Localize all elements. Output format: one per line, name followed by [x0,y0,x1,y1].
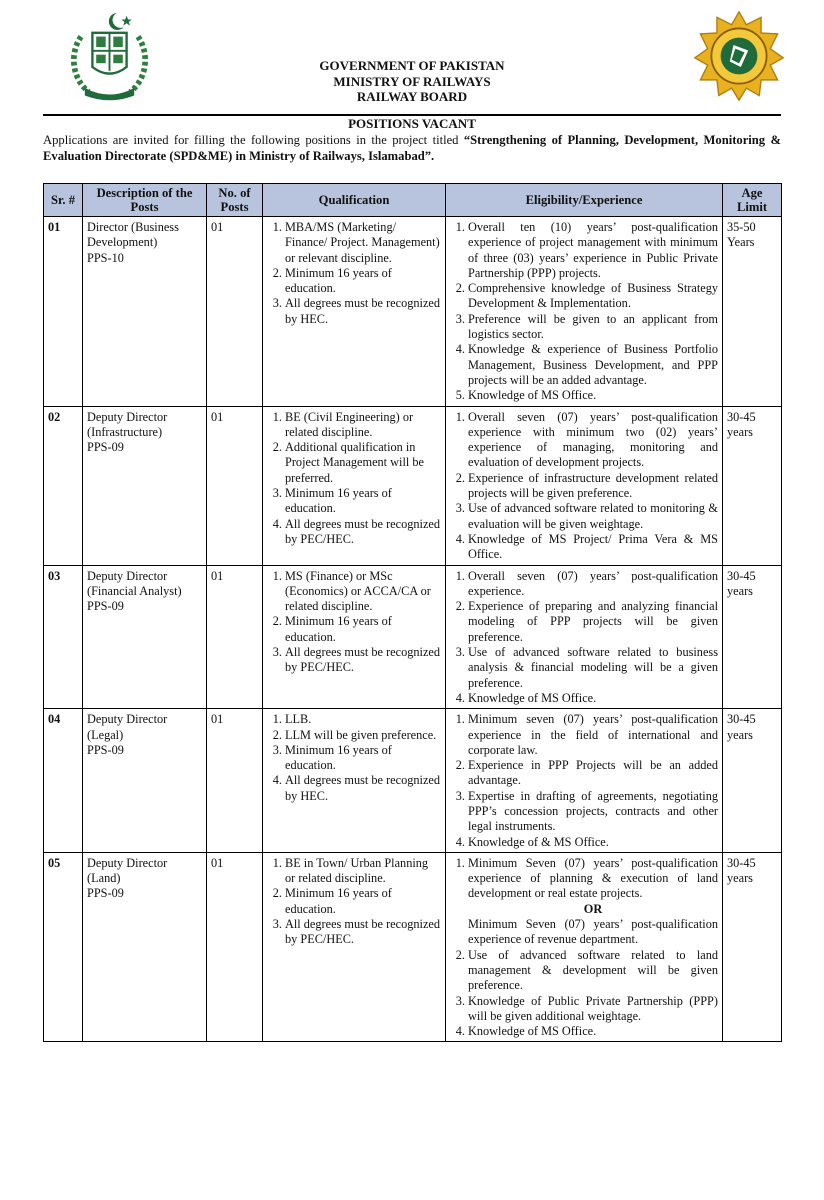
qualification-cell [263,565,446,709]
table-row [44,217,782,407]
qualification-item: 3. All degrees must be recognized by PEC/HEC. [285,917,441,948]
age-cell: 30-45 years [723,565,782,709]
post-title: Director (Business Development) [87,220,179,250]
table-row [44,709,782,853]
eligibility-cell [446,709,723,853]
column-header-description: Description of the Posts [83,184,207,217]
header-board: RAILWAY BOARD [356,89,468,104]
qualification-item: 1. MS (Finance) or MSc (Economics) or ACCA/CA or related discipline. [285,569,441,615]
eligibility-or-separator: OR [583,901,603,916]
eligibility-item: 1. Overall ten (10) years’ post-qualification experience of project management with minimum of three (03) years’ experience in Public Private Partnership (PPP) projects. [468,220,718,281]
qualification-item: 2. Minimum 16 years of education. [285,266,441,297]
table-row [44,406,782,565]
qualification-item: 3. All degrees must be recognized by PEC/HEC. [285,645,441,676]
qualification-cell [263,217,446,407]
eligibility-item: 3. Preference will be given to an applicant from logistics sector. [468,312,718,343]
eligibility-item: 2. Comprehensive knowledge of Business Strategy Development & Implementation. [468,281,718,312]
intro-text: Applications are invited for filling the following positions in the project titled [43,133,464,147]
eligibility-item: 3. Expertise in drafting of agreements, negotiating PPP’s concession projects, contracts and other legal instruments. [468,789,718,835]
sr-cell: 01 [44,217,83,407]
sr-cell: 03 [44,565,83,709]
table-row [44,565,782,709]
qualification-cell [263,406,446,565]
eligibility-item: 3. Use of advanced software related to business analysis & financial modeling will be a given preference. [468,645,718,691]
eligibility-item: 4. Knowledge of MS Office. [468,1024,718,1039]
description-cell [83,406,207,565]
sr-cell: 05 [44,852,83,1042]
description-cell [83,565,207,709]
qualification-item: 3. Minimum 16 years of education. [285,743,441,774]
post-title: Deputy Director (Legal) [87,712,168,742]
qualification-item: 4. All degrees must be recognized by HEC. [285,773,441,804]
eligibility-cell [446,852,723,1042]
column-header-qualification: Qualification [263,184,446,217]
qualification-item: 3. All degrees must be recognized by HEC. [285,296,441,327]
government-emblem-icon [62,10,157,105]
description-cell [83,852,207,1042]
post-scale: PPS-10 [87,250,124,265]
posts-cell: 01 [207,406,263,565]
page-title: POSITIONS VACANT [348,116,476,131]
column-header-sr: Sr. # [44,184,83,217]
post-scale: PPS-09 [87,742,124,757]
posts-cell: 01 [207,565,263,709]
description-cell [83,217,207,407]
eligibility-option-a: 1. Minimum Seven (07) years’ post-qualification experience of planning & execution of land development or real estate projects. [468,855,718,901]
table-row [44,852,782,1042]
qualification-item: 1. BE (Civil Engineering) or related discipline. [285,410,441,441]
table-header-row [44,184,782,217]
eligibility-item: 4. Knowledge of MS Project/ Prima Vera & MS Office. [468,532,718,563]
qualification-item: 3. Minimum 16 years of education. [285,486,441,517]
age-cell: 30-45 years [723,709,782,853]
age-cell: 35-50 Years [723,217,782,407]
post-title: Deputy Director (Infrastructure) [87,409,168,439]
qualification-item: 2. Additional qualification in Project Management will be preferred. [285,440,441,486]
eligibility-cell [446,565,723,709]
post-scale: PPS-09 [87,440,124,455]
sr-cell: 04 [44,709,83,853]
eligibility-item: 1. Minimum seven (07) years’ post-qualification experience in the field of international and corporate law. [468,712,718,758]
eligibility-item: 5. Knowledge of MS Office. [468,388,718,403]
sr-cell: 02 [44,406,83,565]
qualification-item: 1. MBA/MS (Marketing/ Finance/ Project. Management) or relevant discipline. [285,220,441,266]
document-header [200,58,624,105]
description-cell [83,709,207,853]
eligibility-item: 2. Use of advanced software related to land management & development will be given preference. [468,948,718,994]
qualification-item: 2. LLM will be given preference. [285,728,441,743]
post-title: Deputy Director (Land) [87,855,168,886]
eligibility-item: 4. Knowledge & experience of Business Portfolio Management, Business Development, and PPP projects will be an added advantage. [468,342,718,388]
post-scale: PPS-09 [87,599,124,614]
qualification-item: 1. BE in Town/ Urban Planning or related discipline. [285,856,441,887]
eligibility-item: 2. Experience of infrastructure development related projects will be given preference. [468,471,718,502]
qualification-cell [263,852,446,1042]
age-cell: 30-45 years [723,852,782,1042]
eligibility-item: 4. Knowledge of & MS Office. [468,835,718,850]
eligibility-item: 1. Overall seven (07) years’ post-qualification experience with minimum two (02) years’ experience of managing, monitoring and evaluation of development projects. [468,410,718,471]
qualification-item: 2. Minimum 16 years of education. [285,614,441,645]
eligibility-cell [446,217,723,407]
eligibility-item: 3. Use of advanced software related to monitoring & evaluation will be given weightage. [468,501,718,532]
header-ministry: MINISTRY OF RAILWAYS [333,73,491,89]
eligibility-cell [446,406,723,565]
column-header-eligibility: Eligibility/Experience [446,184,723,217]
positions-table [43,183,782,1042]
posts-cell: 01 [207,852,263,1042]
column-header-age: Age Limit [723,184,782,217]
qualification-item: 4. All degrees must be recognized by PEC/HEC. [285,517,441,548]
eligibility-item: 1. Overall seven (07) years’ post-qualification experience. [468,569,718,600]
posts-cell: 01 [207,709,263,853]
header-government: GOVERNMENT OF PAKISTAN [319,58,505,73]
post-scale: PPS-09 [87,886,124,901]
eligibility-option-b: Minimum Seven (07) years’ post-qualification experience of revenue department. [468,917,718,947]
qualification-item: 1. LLB. [285,712,441,727]
qualification-item: 2. Minimum 16 years of education. [285,886,441,917]
project-title: “Strengthening of Planning, Development, Monitoring & Evaluation Directorate (SPD&ME) in Ministry of Railways, Islamabad”. [43,133,781,163]
posts-cell: 01 [207,217,263,407]
eligibility-item: 2. Experience in PPP Projects will be an added advantage. [468,758,718,789]
eligibility-item [468,856,718,948]
post-title: Deputy Director (Financial Analyst) [87,568,182,598]
eligibility-item: 2. Experience of preparing and analyzing financial modeling of PPP projects will be given preference. [468,599,718,645]
intro-paragraph [43,133,781,164]
eligibility-item: 4. Knowledge of MS Office. [468,691,718,706]
pakistan-railways-logo [693,10,785,102]
qualification-cell [263,709,446,853]
column-header-posts: No. of Posts [207,184,263,217]
age-cell: 30-45 years [723,406,782,565]
eligibility-item: 3. Knowledge of Public Private Partnership (PPP) will be given additional weightage. [468,994,718,1025]
